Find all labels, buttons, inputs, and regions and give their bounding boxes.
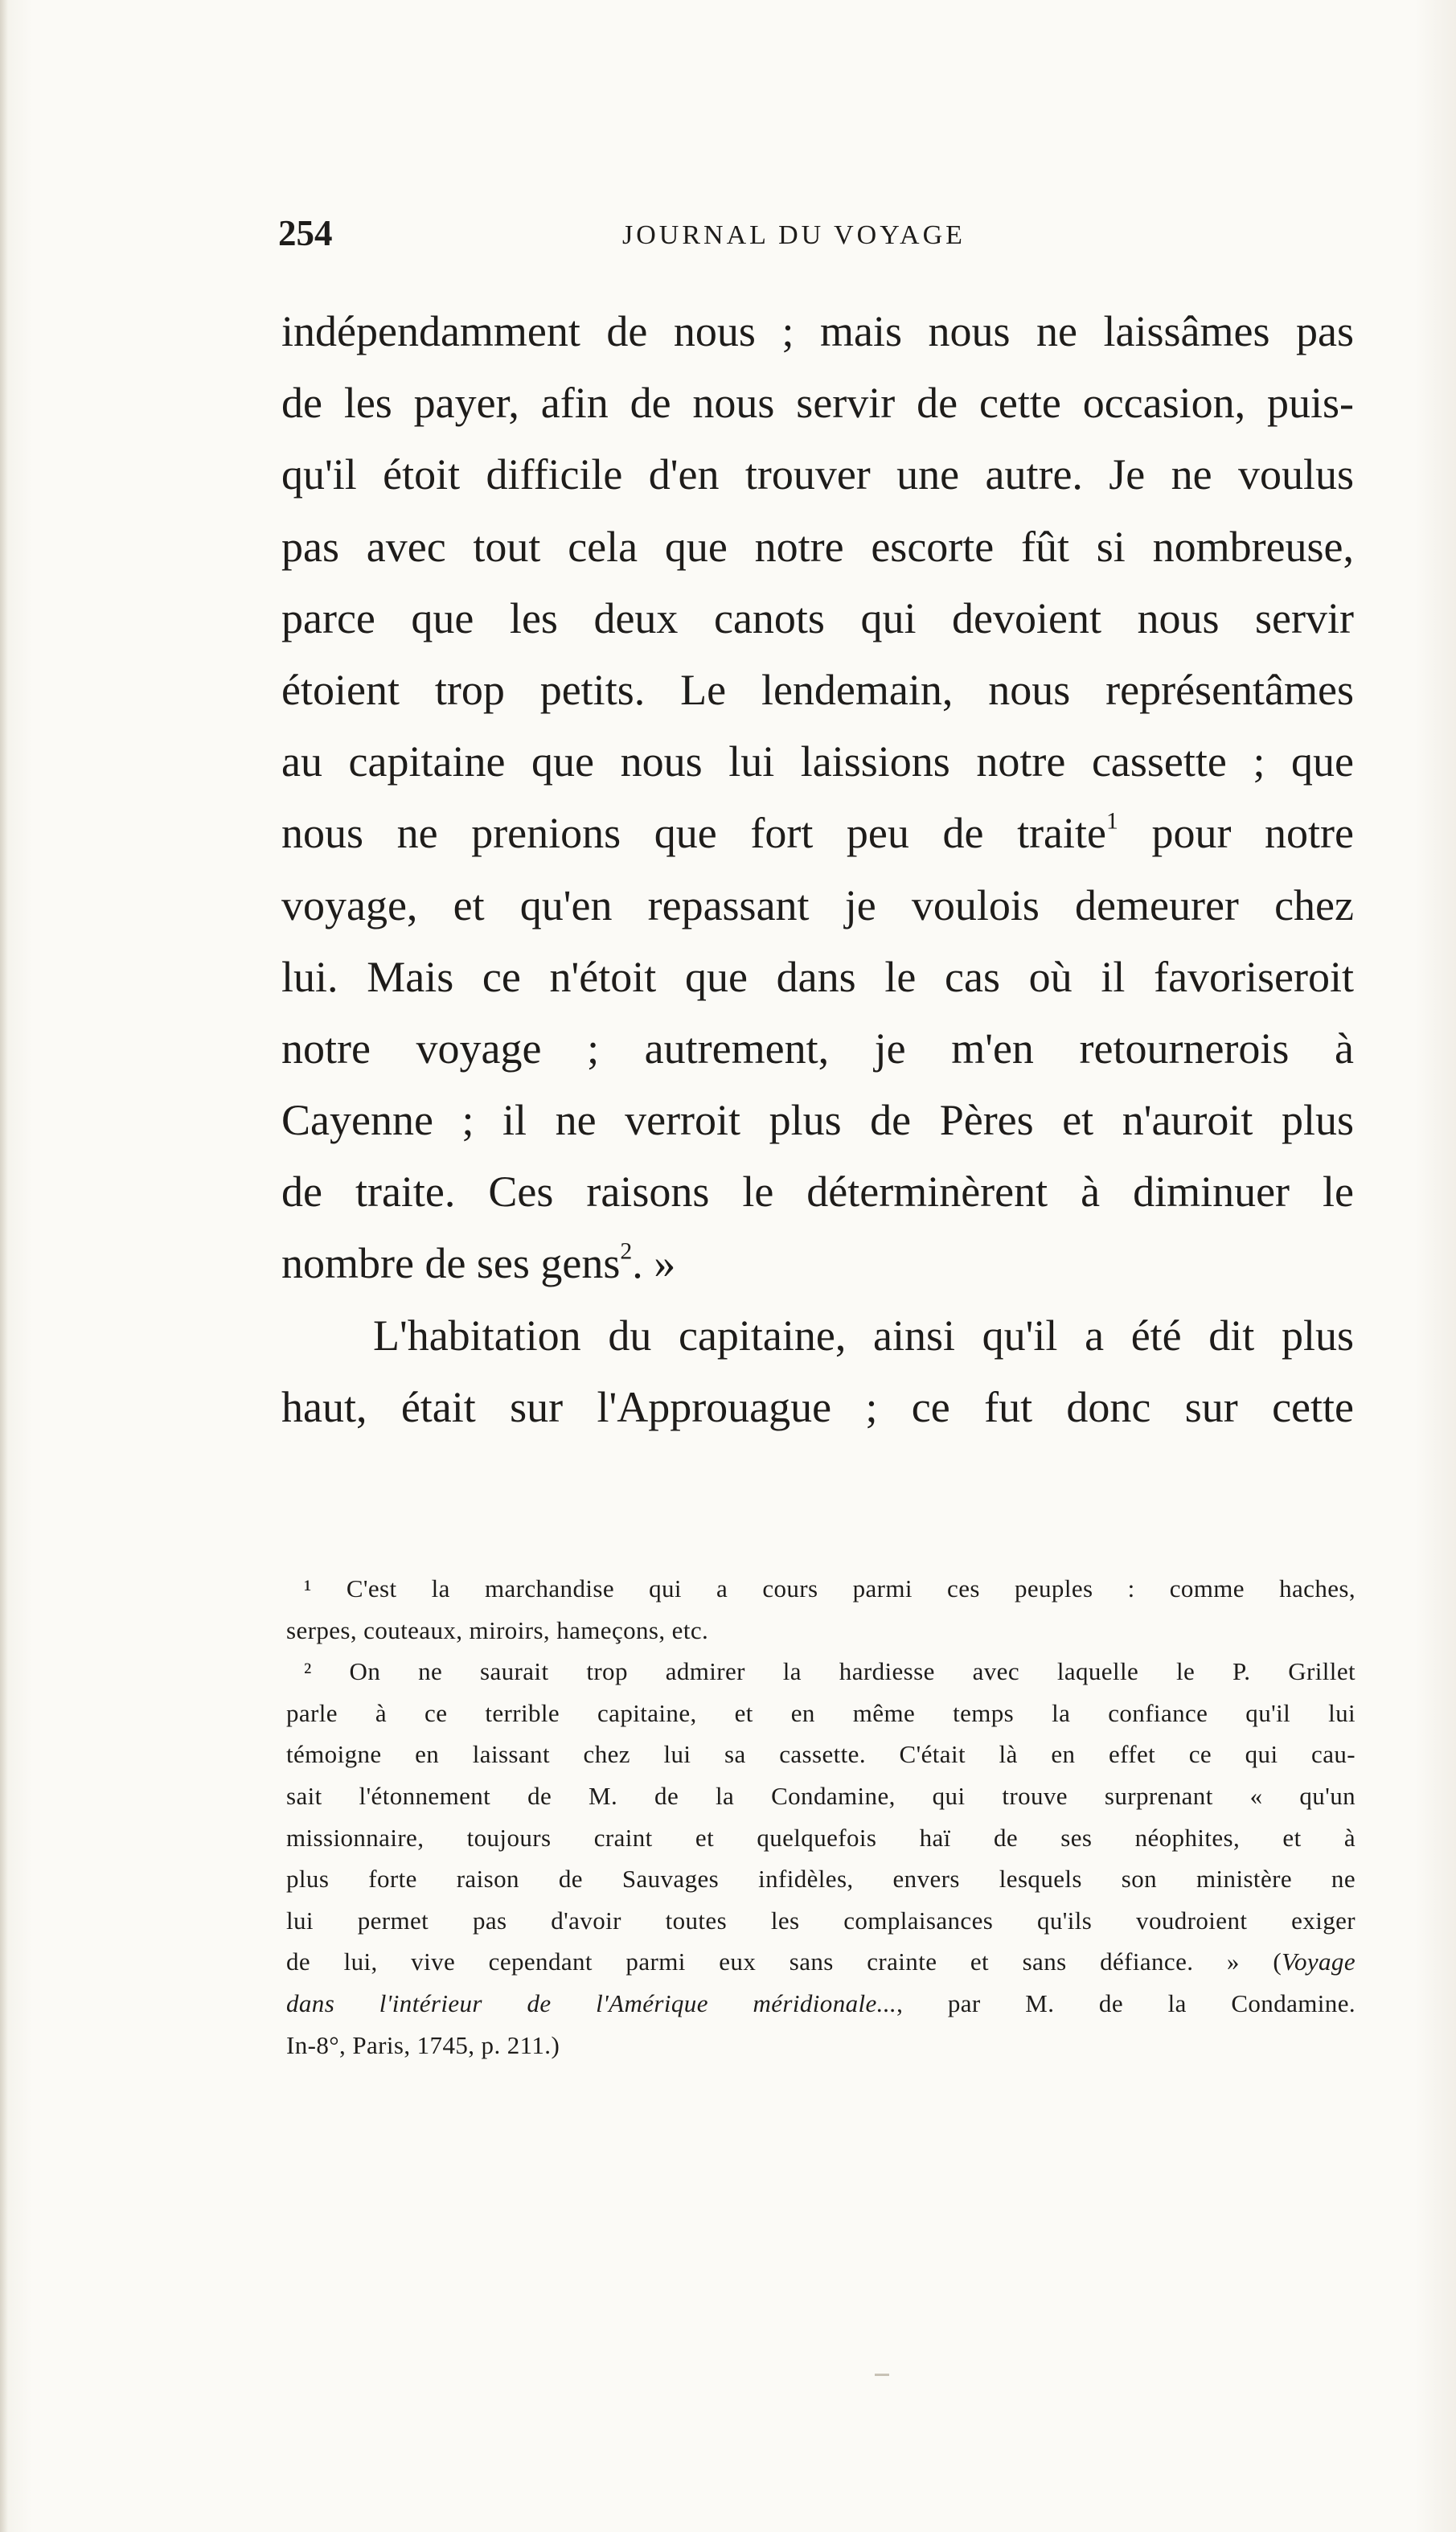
footnote-segment: de lui, vive cependant parmi eux sans crainte et sans défiance. » ( xyxy=(286,1947,1282,1976)
footnote-line: serpes, couteaux, miroirs, hameçons, etc. xyxy=(286,1615,709,1644)
main-text xyxy=(281,296,1354,1443)
text-line: lui. Mais ce n'étoit que dans le cas où il favoriseroit xyxy=(281,952,1354,1001)
text-line: au capitaine que nous lui laissions notre cassette ; que xyxy=(281,737,1354,786)
text-line: L'habitation du capitaine, ainsi qu'il a été dit plus xyxy=(373,1311,1354,1360)
footnote-line: plus forte raison de Sauvages infidèles, envers lesquels son ministère ne xyxy=(286,1865,1356,1894)
footnote-line: In-8°, Paris, 1745, p. 211.) xyxy=(286,2030,560,2059)
text-line xyxy=(281,798,1354,869)
footnote-line: ² On ne saurait trop admirer la hardiesse avec laquelle le P. Grillet xyxy=(304,1657,1356,1686)
citation-title: Voyage xyxy=(1282,1947,1356,1976)
text-line: voyage, et qu'en repassant je voulois demeurer chez xyxy=(281,880,1354,929)
footnote-line: témoigne en laissant chez lui sa cassette. C'était là en effet ce qui cau- xyxy=(286,1740,1356,1769)
text-segment: . » xyxy=(632,1239,676,1288)
footnote-line: ¹ C'est la marchandise qui a cours parmi ces peuples : comme haches, xyxy=(304,1574,1356,1603)
text-segment: nous ne prenions que fort peu de traite xyxy=(281,809,1107,858)
page-binding-shadow xyxy=(0,0,8,2532)
footnote-line: parle à ce terrible capitaine, et en même temps la confiance qu'il lui xyxy=(286,1698,1356,1727)
running-title: JOURNAL DU VOYAGE xyxy=(622,220,966,250)
footnote-line: lui permet pas d'avoir toutes les complaisances qu'ils voudroient exiger xyxy=(286,1906,1356,1935)
page-number: 254 xyxy=(278,213,333,253)
text-segment: pour notre xyxy=(1118,809,1355,858)
text-line: indépendamment de nous ; mais nous ne laissâmes pas xyxy=(281,307,1354,355)
paper-speck xyxy=(875,2374,889,2376)
text-segment: nombre de ses gens xyxy=(281,1239,621,1288)
footnote-segment: , par M. de la Condamine. xyxy=(896,1988,1356,2017)
text-line: Cayenne ; il ne verroit plus de Pères et n'auroit plus xyxy=(281,1096,1354,1145)
footnotes xyxy=(286,1568,1356,2066)
text-line: de les payer, afin de nous servir de cette occasion, puis- xyxy=(281,379,1354,428)
running-head xyxy=(278,209,1356,257)
footnote-marker-2: 2 xyxy=(620,1238,633,1265)
text-line: pas avec tout cela que notre escorte fût si nombreuse, xyxy=(281,522,1354,571)
footnote-line xyxy=(286,1983,1356,2025)
footnote-line: missionnaire, toujours craint et quelquefois haï de ses néophites, et à xyxy=(286,1823,1356,1852)
footnote-line: sait l'étonnement de M. de la Condamine, qui trouve surprenant « qu'un xyxy=(286,1781,1356,1810)
text-line: étoient trop petits. Le lendemain, nous représentâmes xyxy=(281,665,1354,714)
text-line: haut, était sur l'Approuague ; ce fut donc sur cette xyxy=(281,1382,1354,1431)
text-line: parce que les deux canots qui devoient nous servir xyxy=(281,593,1354,642)
text-line: de traite. Ces raisons le déterminèrent à diminuer le xyxy=(281,1168,1354,1217)
text-line: notre voyage ; autrement, je m'en retournerois à xyxy=(281,1024,1354,1073)
footnote-line xyxy=(286,1941,1356,1983)
footnote-marker-1: 1 xyxy=(1106,808,1118,835)
text-line xyxy=(281,1228,1354,1299)
citation-title: dans l'intérieur de l'Amérique méridionale... xyxy=(286,1988,897,2017)
text-line: qu'il étoit difficile d'en trouver une autre. Je ne voulus xyxy=(281,450,1354,499)
